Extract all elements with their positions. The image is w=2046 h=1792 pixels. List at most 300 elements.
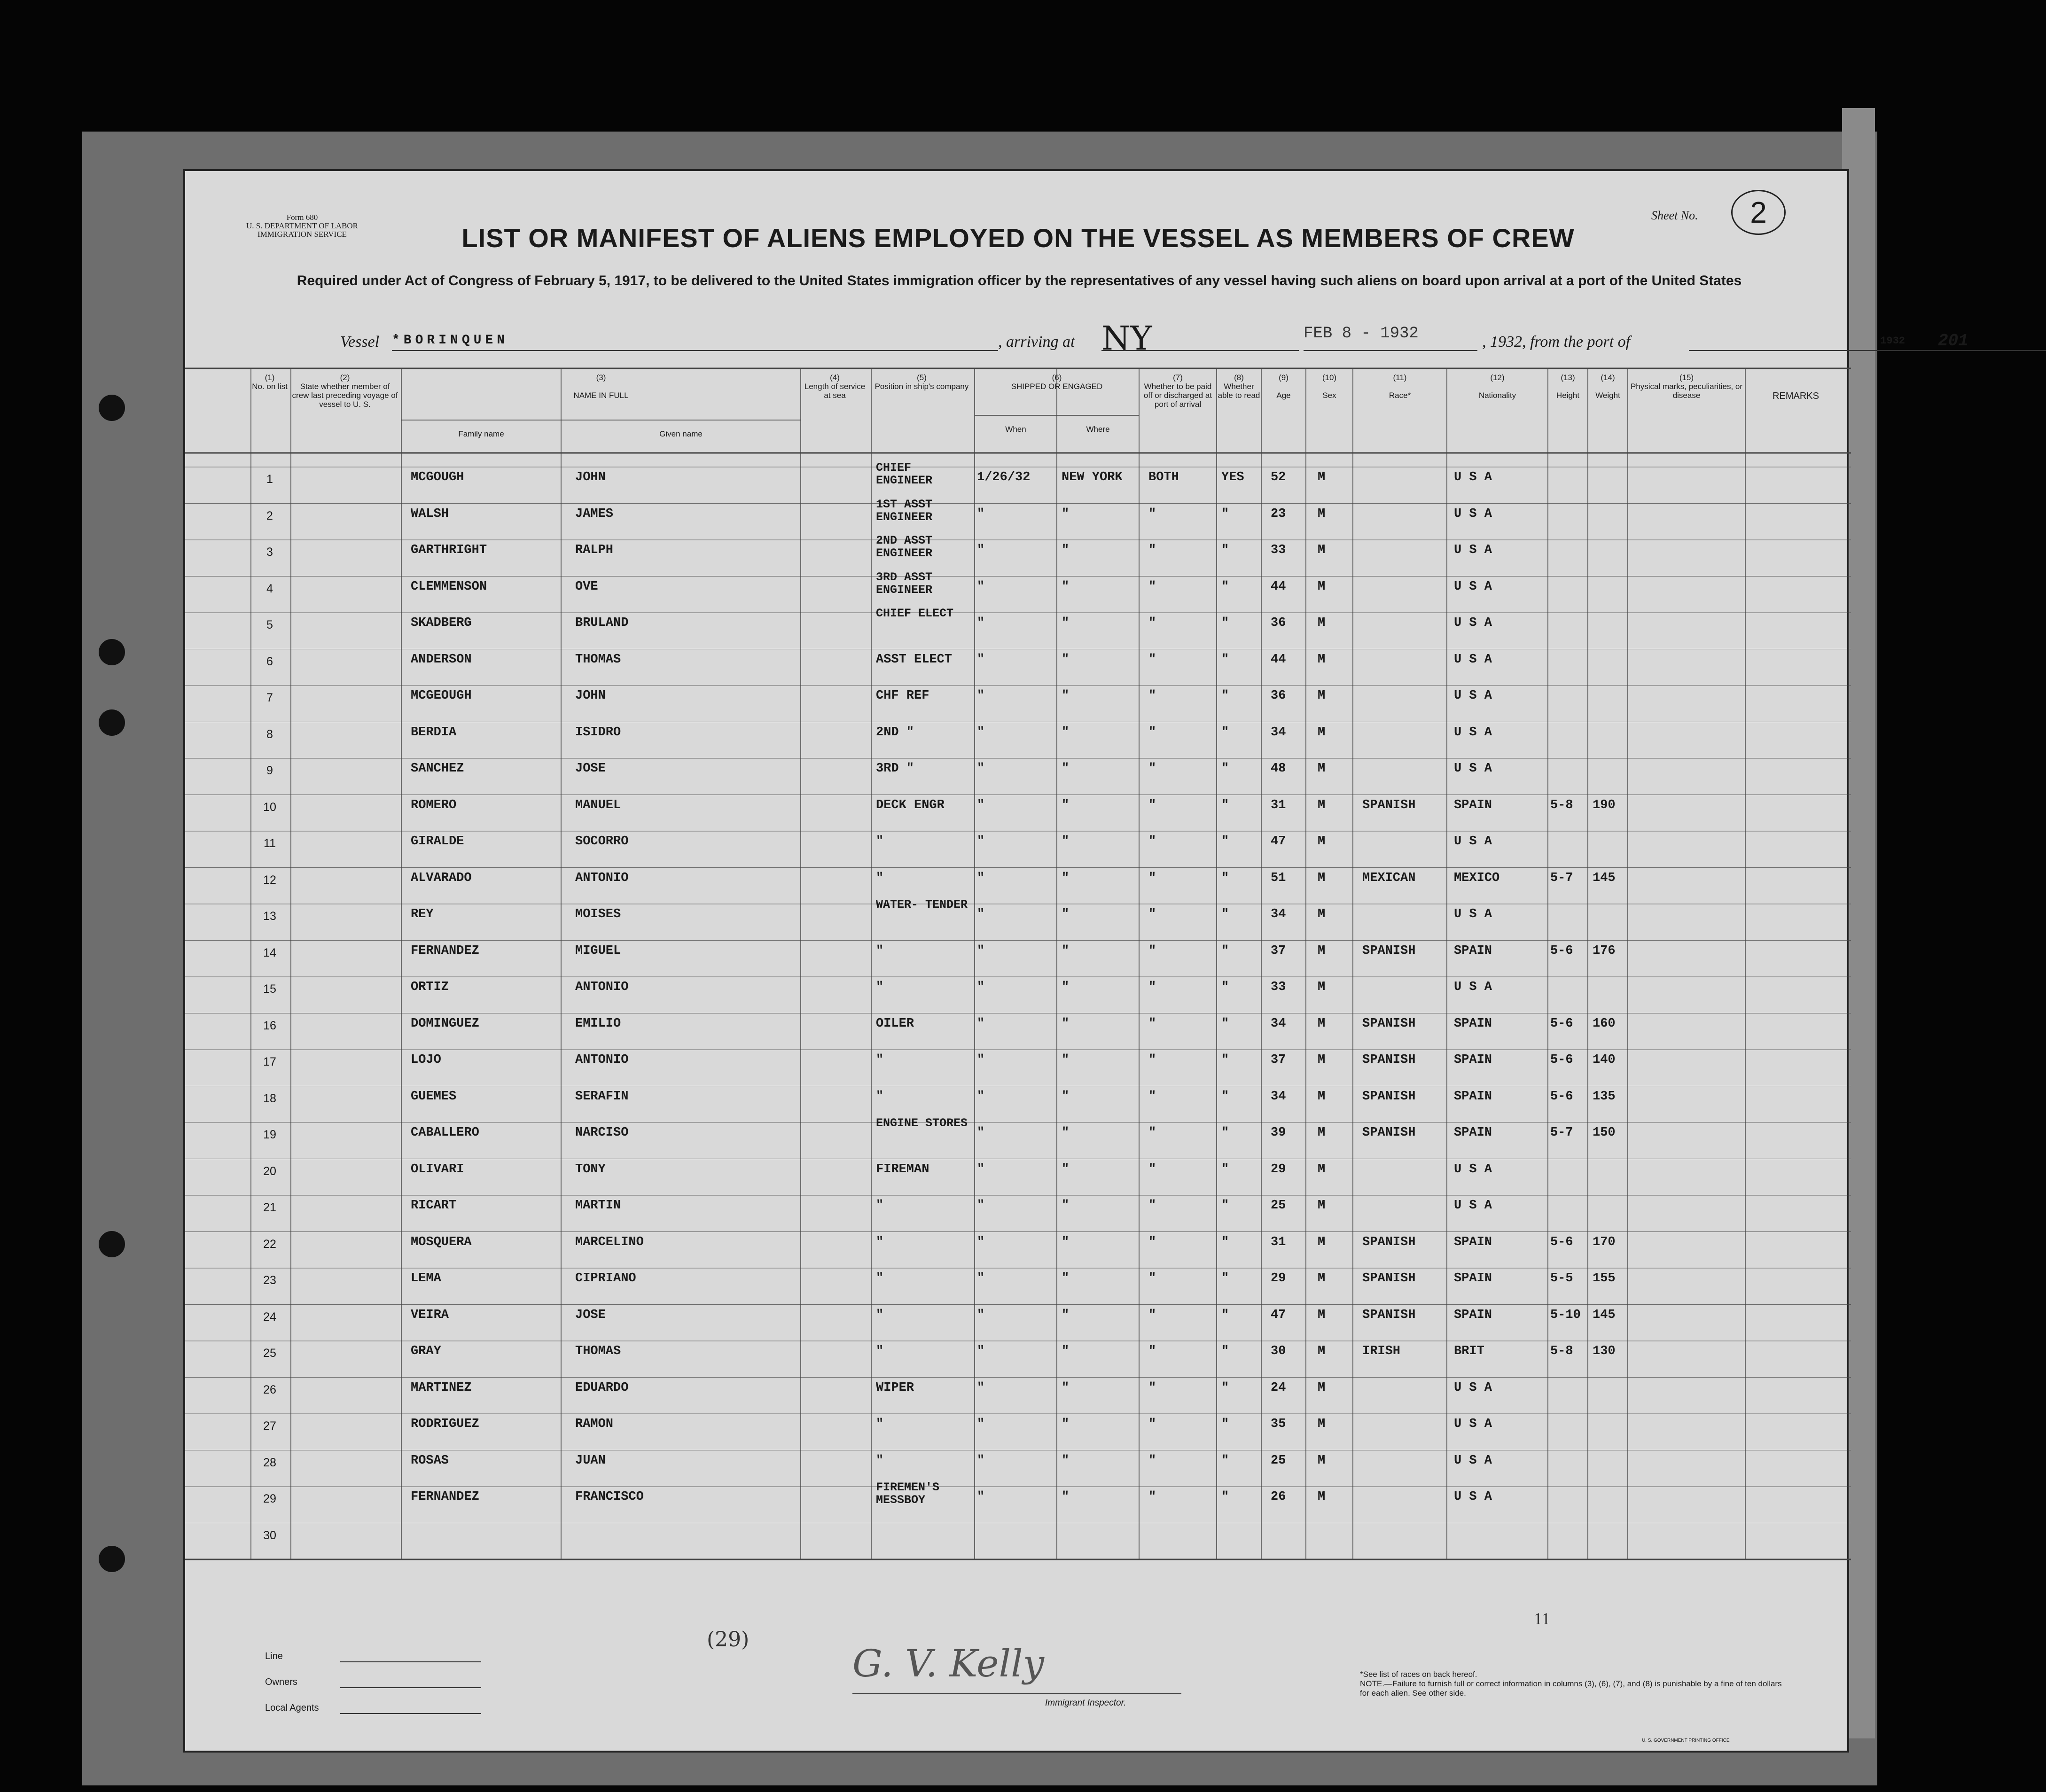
shipped-where: " — [1062, 1380, 1070, 1395]
shipped-when: " — [977, 834, 985, 849]
printer-imprint: U. S. GOVERNMENT PRINTING OFFICE — [1642, 1738, 1730, 1743]
row-number: 5 — [266, 618, 273, 631]
age: 29 — [1271, 1271, 1286, 1286]
col-8-label: Whether able to read — [1218, 382, 1260, 400]
sex: M — [1318, 652, 1326, 667]
age: 23 — [1271, 506, 1286, 521]
row-number: 17 — [263, 1055, 276, 1068]
col-1-number — [251, 373, 289, 391]
col-14-index: (14) — [1601, 373, 1615, 382]
col-10-header — [1306, 373, 1353, 400]
col-6-label: SHIPPED OR ENGAGED — [1011, 382, 1103, 391]
row-number: 15 — [263, 982, 276, 996]
col-11-label: Race* — [1389, 391, 1411, 400]
given-name: EDUARDO — [575, 1380, 629, 1395]
race: SPANISH — [1362, 798, 1416, 812]
col-12-label: Nationality — [1478, 391, 1516, 400]
family-name: GRAY — [411, 1344, 441, 1358]
paid-off: " — [1148, 1162, 1156, 1176]
sex: M — [1318, 1490, 1326, 1504]
shipped-where: " — [1062, 834, 1070, 849]
able-to-read: " — [1221, 725, 1229, 740]
shipped-when: " — [977, 543, 985, 557]
weight: 145 — [1593, 871, 1616, 885]
age: 25 — [1271, 1453, 1286, 1468]
crew-count-note: (29) — [707, 1628, 750, 1652]
paid-off: " — [1148, 1089, 1156, 1104]
shipped-where: NEW YORK — [1062, 470, 1123, 484]
family-name: MCGOUGH — [411, 470, 464, 484]
sex: M — [1318, 762, 1326, 776]
paid-off: " — [1148, 1199, 1156, 1213]
shipped-where: " — [1062, 506, 1070, 521]
paid-off: " — [1148, 980, 1156, 994]
shipped-where: " — [1062, 579, 1070, 594]
position: FIREMAN — [876, 1162, 929, 1176]
able-to-read: " — [1221, 834, 1229, 849]
age: 31 — [1271, 798, 1286, 812]
position: " — [876, 1344, 884, 1358]
sex: M — [1318, 1199, 1326, 1213]
shipped-when: " — [977, 506, 985, 521]
family-name: REY — [411, 907, 434, 921]
sex: M — [1318, 1053, 1326, 1067]
given-name: MIGUEL — [575, 943, 621, 958]
age: 24 — [1271, 1380, 1286, 1395]
sex: M — [1318, 798, 1326, 812]
shipped-where: " — [1062, 616, 1070, 630]
given-name: MOISES — [575, 907, 621, 921]
col-8-header — [1217, 373, 1261, 400]
col-6b-header: Where — [1086, 425, 1110, 434]
able-to-read: " — [1221, 1308, 1229, 1322]
shipped-when: " — [977, 689, 985, 703]
page-mark: 201 — [1938, 331, 1968, 351]
form-notes — [1360, 1670, 1783, 1698]
sex: M — [1318, 689, 1326, 703]
row-number: 8 — [266, 727, 273, 741]
height: 5-6 — [1550, 943, 1573, 958]
able-to-read: " — [1221, 1162, 1229, 1176]
position: " — [876, 1199, 884, 1213]
row-number: 11 — [264, 837, 276, 850]
shipped-where: " — [1062, 762, 1070, 776]
nationality: U S A — [1454, 689, 1492, 703]
paid-off: BOTH — [1148, 470, 1179, 484]
nationality: U S A — [1454, 652, 1492, 667]
given-name: JOHN — [575, 470, 606, 484]
paid-off: " — [1148, 725, 1156, 740]
nationality: U S A — [1454, 907, 1492, 921]
position: " — [876, 1271, 884, 1286]
shipped-when: " — [977, 652, 985, 667]
col-3-label: NAME IN FULL — [573, 391, 629, 400]
sex: M — [1318, 1162, 1326, 1176]
nationality: U S A — [1454, 470, 1492, 484]
able-to-read: " — [1221, 1453, 1229, 1468]
position: WIPER — [876, 1380, 914, 1395]
col-7-index: (7) — [1173, 373, 1183, 382]
row-number: 12 — [263, 873, 276, 887]
paid-off: " — [1148, 943, 1156, 958]
given-name: JUAN — [575, 1453, 606, 1468]
shipped-when: " — [977, 1126, 985, 1140]
paid-off: " — [1148, 1126, 1156, 1140]
race: SPANISH — [1362, 1271, 1416, 1286]
height: 5-6 — [1550, 1089, 1573, 1104]
manifest-page — [183, 169, 1968, 1753]
paid-off: " — [1148, 1271, 1156, 1286]
age: 37 — [1271, 1053, 1286, 1067]
able-to-read: " — [1221, 943, 1229, 958]
race: SPANISH — [1362, 1053, 1416, 1067]
row-number: 18 — [263, 1091, 276, 1105]
able-to-read: " — [1221, 652, 1229, 667]
given-name: MANUEL — [575, 798, 621, 812]
shipped-when: " — [977, 943, 985, 958]
nationality: BRIT — [1454, 1344, 1484, 1358]
weight: 140 — [1593, 1053, 1616, 1067]
weight: 135 — [1593, 1089, 1616, 1104]
department-name: U. S. DEPARTMENT OF LABOR — [246, 221, 358, 230]
col-4-index: (4) — [830, 373, 840, 382]
able-to-read: " — [1221, 907, 1229, 921]
col-4-header — [801, 373, 869, 400]
nationality: SPAIN — [1454, 943, 1492, 958]
paid-off: " — [1148, 834, 1156, 849]
age: 34 — [1271, 907, 1286, 921]
weight: 155 — [1593, 1271, 1616, 1286]
able-to-read: " — [1221, 1016, 1229, 1031]
shipped-where: " — [1062, 1089, 1070, 1104]
race: SPANISH — [1362, 943, 1416, 958]
col-10-label: Sex — [1322, 391, 1336, 400]
family-name: OLIVARI — [411, 1162, 464, 1176]
shipped-where: " — [1062, 543, 1070, 557]
col-10-index: (10) — [1322, 373, 1337, 382]
paid-off: " — [1148, 907, 1156, 921]
col-3-header — [401, 373, 801, 400]
col-2-header — [291, 373, 399, 409]
family-name: MOSQUERA — [411, 1235, 472, 1249]
shipped-where: " — [1062, 1271, 1070, 1286]
able-to-read: " — [1221, 871, 1229, 885]
shipped-when: " — [977, 1162, 985, 1176]
row-number: 9 — [266, 764, 273, 777]
paid-off: " — [1148, 579, 1156, 594]
shipped-when: " — [977, 1380, 985, 1395]
nationality: U S A — [1454, 616, 1492, 630]
age: 44 — [1271, 579, 1286, 594]
service-name: IMMIGRATION SERVICE — [258, 230, 347, 239]
col-5-index: (5) — [917, 373, 927, 382]
vessel-name: *BORINQUEN — [392, 333, 998, 351]
shipped-where: " — [1062, 725, 1070, 740]
height: 5-8 — [1550, 1344, 1573, 1358]
height: 5-7 — [1550, 871, 1573, 885]
weight: 145 — [1593, 1308, 1616, 1322]
shipped-when: " — [977, 1344, 985, 1358]
weight: 160 — [1593, 1016, 1616, 1031]
given-name: JOHN — [575, 689, 606, 703]
family-name: ORTIZ — [411, 980, 449, 994]
sex: M — [1318, 579, 1326, 594]
sex: M — [1318, 871, 1326, 885]
family-name: SKADBERG — [411, 616, 472, 630]
shipped-where: " — [1062, 1453, 1070, 1468]
shipped-when: " — [977, 871, 985, 885]
given-name: CIPRIANO — [575, 1271, 636, 1286]
able-to-read: " — [1221, 980, 1229, 994]
family-name: MARTINEZ — [411, 1380, 472, 1395]
weight: 176 — [1593, 943, 1616, 958]
col-8-index: (8) — [1234, 373, 1244, 382]
punch-hole — [99, 709, 125, 736]
family-name: LOJO — [411, 1053, 441, 1067]
able-to-read: " — [1221, 506, 1229, 521]
paid-off: " — [1148, 1308, 1156, 1322]
col-2-index: (2) — [340, 373, 350, 382]
nationality: SPAIN — [1454, 1016, 1492, 1031]
col-2-label: State whether member of crew last preceding voyage of vessel to U. S. — [292, 382, 398, 409]
position: " — [876, 834, 884, 849]
nationality: U S A — [1454, 834, 1492, 849]
arriving-port: NY — [1101, 319, 1299, 351]
paid-off: " — [1148, 1235, 1156, 1249]
sex: M — [1318, 1089, 1326, 1104]
row-number: 28 — [263, 1456, 276, 1469]
position: ASST ELECT — [876, 652, 953, 667]
sex: M — [1318, 1344, 1326, 1358]
sex: M — [1318, 1380, 1326, 1395]
row-number: 3 — [266, 545, 273, 559]
sex: M — [1318, 470, 1326, 484]
col-14-header — [1588, 373, 1628, 400]
age: 35 — [1271, 1417, 1286, 1431]
race: SPANISH — [1362, 1126, 1416, 1140]
age: 26 — [1271, 1490, 1286, 1504]
date-stamp: FEB 8 - 1932 — [1304, 325, 1477, 351]
paid-off: " — [1148, 1053, 1156, 1067]
crew-table — [185, 368, 1851, 1623]
shipped-when: " — [977, 1271, 985, 1286]
race: SPANISH — [1362, 1089, 1416, 1104]
weight: 170 — [1593, 1235, 1616, 1249]
col-9-index: (9) — [1279, 373, 1289, 382]
shipped-when: " — [977, 1016, 985, 1031]
col-15-label: Physical marks, peculiarities, or disease — [1630, 382, 1743, 400]
shipped-where: " — [1062, 907, 1070, 921]
family-name: RICART — [411, 1199, 457, 1213]
given-name: RALPH — [575, 543, 614, 557]
shipped-where: " — [1062, 1162, 1070, 1176]
family-name: CABALLERO — [411, 1126, 479, 1140]
able-to-read: " — [1221, 616, 1229, 630]
col-3-index: (3) — [596, 373, 606, 382]
family-name: RODRIGUEZ — [411, 1417, 479, 1431]
penalty-note: NOTE.—Failure to furnish full or correct information in columns (3), (6), (7), and (8) is punishable by a fine of ten dollars for each alien. See other side. — [1360, 1679, 1782, 1698]
able-to-read: " — [1221, 1344, 1229, 1358]
paid-off: " — [1148, 543, 1156, 557]
race: IRISH — [1362, 1344, 1401, 1358]
age: 48 — [1271, 762, 1286, 776]
col-9-header — [1261, 373, 1306, 400]
given-name: JAMES — [575, 506, 614, 521]
height: 5-5 — [1550, 1271, 1573, 1286]
nationality: U S A — [1454, 1453, 1492, 1468]
height: 5-6 — [1550, 1235, 1573, 1249]
row-number: 24 — [263, 1310, 276, 1324]
row-number: 20 — [263, 1164, 276, 1178]
nationality: SPAIN — [1454, 798, 1492, 812]
row-number: 7 — [266, 691, 273, 704]
col-9-label: Age — [1276, 391, 1291, 400]
nationality: U S A — [1454, 725, 1492, 740]
position: " — [876, 1053, 884, 1067]
shipped-when: 1/26/32 — [977, 470, 1031, 484]
able-to-read: " — [1221, 543, 1229, 557]
sheet-number: 2 — [1731, 190, 1786, 235]
shipped-where: " — [1062, 1417, 1070, 1431]
age: 36 — [1271, 689, 1286, 703]
shipped-when: " — [977, 762, 985, 776]
given-name: OVE — [575, 579, 598, 594]
paid-off: " — [1148, 652, 1156, 667]
able-to-read: " — [1221, 1417, 1229, 1431]
able-to-read: " — [1221, 689, 1229, 703]
position: " — [876, 871, 884, 885]
row-number: 29 — [263, 1492, 276, 1505]
sex: M — [1318, 980, 1326, 994]
family-name: BERDIA — [411, 725, 457, 740]
nationality: U S A — [1454, 1162, 1492, 1176]
age: 30 — [1271, 1344, 1286, 1358]
family-name: WALSH — [411, 506, 449, 521]
shipped-when: " — [977, 616, 985, 630]
vessel-label: Vessel — [340, 333, 380, 351]
sex: M — [1318, 1308, 1326, 1322]
nationality: U S A — [1454, 1380, 1492, 1395]
col-14-label: Weight — [1595, 391, 1620, 400]
given-name: ANTONIO — [575, 871, 629, 885]
sex: M — [1318, 725, 1326, 740]
race: SPANISH — [1362, 1016, 1416, 1031]
sex: M — [1318, 506, 1326, 521]
paid-off: " — [1148, 1417, 1156, 1431]
family-name: MCGEOUGH — [411, 689, 472, 703]
row-number: 6 — [266, 654, 273, 668]
punch-hole — [99, 1546, 125, 1572]
position: " — [876, 1453, 884, 1468]
col-4-label: Length of service at sea — [804, 382, 866, 400]
able-to-read: " — [1221, 1089, 1229, 1104]
sex: M — [1318, 943, 1326, 958]
height: 5-6 — [1550, 1053, 1573, 1067]
family-name: DOMINGUEZ — [411, 1016, 479, 1031]
punch-hole — [99, 395, 125, 421]
given-name: THOMAS — [575, 652, 621, 667]
able-to-read: " — [1221, 1235, 1229, 1249]
paid-off: " — [1148, 798, 1156, 812]
shipped-where: " — [1062, 1344, 1070, 1358]
position: " — [876, 1417, 884, 1431]
col-1-index: (1) — [265, 373, 275, 382]
age: 47 — [1271, 834, 1286, 849]
age: 29 — [1271, 1162, 1286, 1176]
nationality: SPAIN — [1454, 1089, 1492, 1104]
col-15-header — [1628, 373, 1745, 400]
shipped-where: " — [1062, 1308, 1070, 1322]
col-6-header — [975, 373, 1139, 391]
age: 34 — [1271, 1089, 1286, 1104]
col-12-index: (12) — [1490, 373, 1505, 382]
given-name: JOSE — [575, 762, 606, 776]
age: 34 — [1271, 725, 1286, 740]
given-name: JOSE — [575, 1308, 606, 1322]
shipped-when: " — [977, 1053, 985, 1067]
given-name: ANTONIO — [575, 980, 629, 994]
race: SPANISH — [1362, 1308, 1416, 1322]
sheet-label: Sheet No. — [1651, 209, 1698, 222]
col-6a-header: When — [1005, 425, 1026, 434]
paid-off: " — [1148, 689, 1156, 703]
col-7-label: Whether to be paid off or discharged at port of arrival — [1143, 382, 1212, 409]
row-number: 19 — [263, 1128, 276, 1141]
sex: M — [1318, 616, 1326, 630]
arriving-label: , arriving at — [998, 333, 1075, 351]
manifest-title: LIST OR MANIFEST OF ALIENS EMPLOYED ON THE VESSEL AS MEMBERS OF CREW — [461, 223, 1575, 253]
given-name: ISIDRO — [575, 725, 621, 740]
nationality: SPAIN — [1454, 1308, 1492, 1322]
paid-off: " — [1148, 1490, 1156, 1504]
given-name: MARCELINO — [575, 1235, 644, 1249]
nationality: U S A — [1454, 543, 1492, 557]
family-name: CLEMMENSON — [411, 579, 487, 594]
able-to-read: " — [1221, 1126, 1229, 1140]
position: " — [876, 943, 884, 958]
family-name: SANCHEZ — [411, 762, 464, 776]
punch-hole — [99, 1231, 125, 1257]
family-name: ALVARADO — [411, 871, 472, 885]
family-name: FERNANDEZ — [411, 943, 479, 958]
able-to-read: " — [1221, 798, 1229, 812]
shipped-when: " — [977, 980, 985, 994]
shipped-where: " — [1062, 1016, 1070, 1031]
col-remarks-header: REMARKS — [1773, 391, 1819, 401]
position: " — [876, 1308, 884, 1322]
shipped-where: " — [1062, 652, 1070, 667]
position: OILER — [876, 1016, 914, 1031]
line-label: Line — [265, 1651, 283, 1661]
shipped-when: " — [977, 1089, 985, 1104]
sex: M — [1318, 834, 1326, 849]
row-number: 2 — [266, 509, 273, 522]
able-to-read: YES — [1221, 470, 1244, 484]
age: 37 — [1271, 943, 1286, 958]
able-to-read: " — [1221, 762, 1229, 776]
shipped-where: " — [1062, 871, 1070, 885]
col-6-index: (6) — [1052, 373, 1062, 382]
nationality: U S A — [1454, 762, 1492, 776]
inspector-signature: G. V. Kelly — [852, 1642, 1044, 1685]
shipped-where: " — [1062, 1053, 1070, 1067]
able-to-read: " — [1221, 1199, 1229, 1213]
shipped-when: " — [977, 725, 985, 740]
height: 5-10 — [1550, 1308, 1581, 1322]
paid-off: " — [1148, 1453, 1156, 1468]
nationality: SPAIN — [1454, 1053, 1492, 1067]
col-3a-header: Family name — [458, 429, 504, 438]
